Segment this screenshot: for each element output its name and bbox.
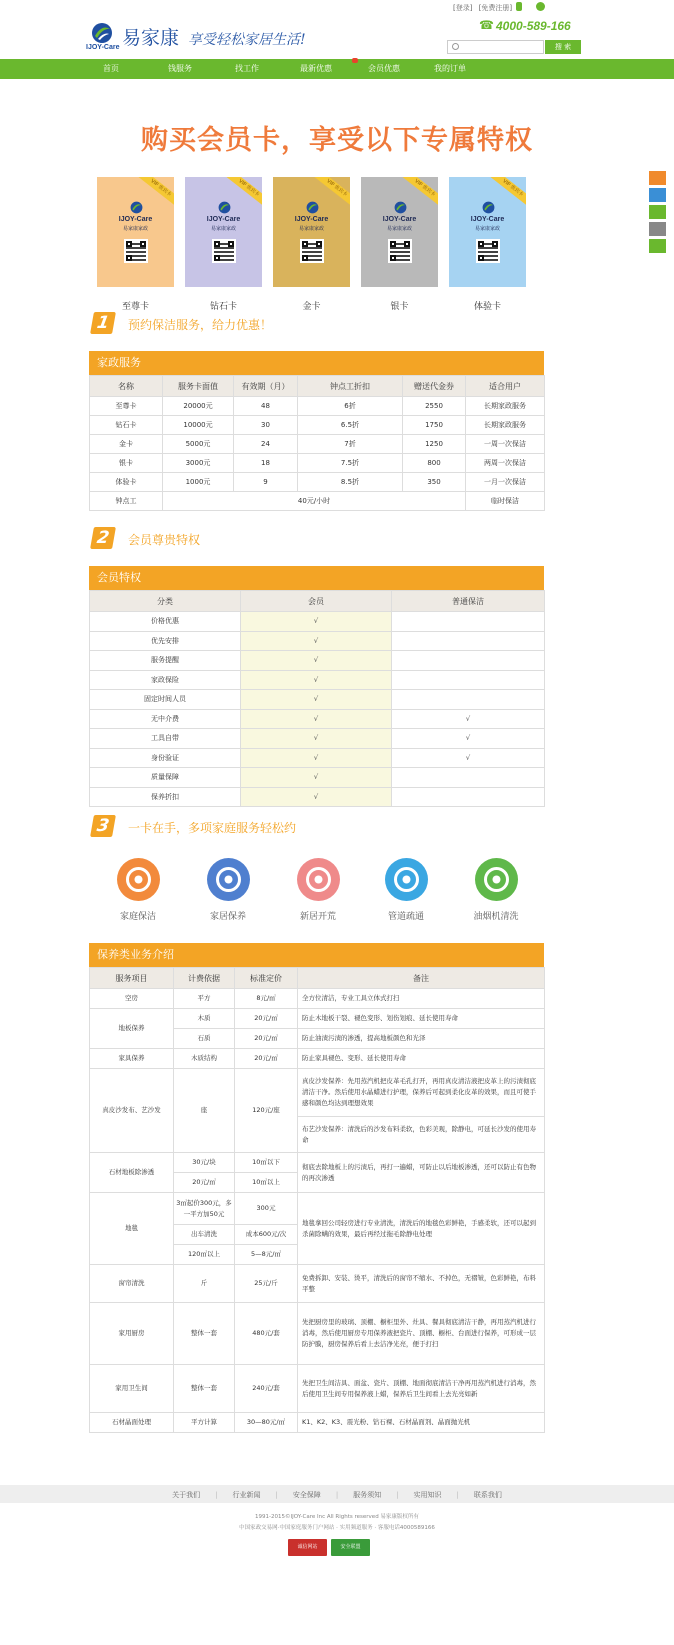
table-row [90,1069,545,1117]
table-row [90,709,545,729]
t1-cell: 10000元 [163,416,234,435]
divider: | [456,1491,459,1499]
slogan: 享受轻松家居生活! [188,32,306,48]
nav-jobs[interactable]: 找工作 [235,64,259,73]
t3-cell: 木质 [174,1009,235,1029]
t1-cell: 钟点工 [90,492,163,511]
footer-link[interactable]: 安全保障 [292,1491,321,1499]
people-icon[interactable] [649,188,666,202]
t1-cell: 7.5折 [298,454,403,473]
t2-cell: 家政保险 [90,670,241,690]
table-row [90,748,545,768]
nav-orders[interactable]: 我的订单 [434,64,466,73]
table-row [90,631,545,651]
table-row [90,397,545,416]
t1-cell: 800 [403,454,466,473]
t3-cell: 窗帘清洗 [90,1265,174,1303]
t3-cell: 出车清洗 [174,1225,235,1245]
t1-cell: 两周一次保洁 [466,454,545,473]
sofa-icon [207,858,250,901]
hero-title: 购买会员卡，享受以下专属特权 [141,125,533,156]
fan-icon [475,858,518,901]
t3-note: 防止家具褪色、变形、延长使用寿命 [298,1049,545,1069]
logo-icon [306,201,319,214]
table-row [90,1193,545,1225]
check-mark [392,651,545,671]
top-links [453,3,516,13]
check-mark: √ [241,612,392,632]
t3-cell: 地板保养 [90,1009,174,1049]
table-row [90,690,545,710]
divider: | [275,1491,278,1499]
vip-ribbon: VIP 贵宾卡 [312,177,350,209]
register-link[interactable]: [免费注册] [478,4,513,12]
t2-cell: 服务提醒 [90,651,241,671]
check-mark: √ [392,709,545,729]
section-2-number: 2 [90,527,116,549]
trust-badge[interactable]: 诚信网站 [288,1539,327,1556]
main-nav [0,59,674,79]
service-label: 管道疏通 [387,912,424,922]
t2-header: 会员 [241,591,392,612]
check-mark: √ [392,729,545,749]
t1-cell: 5000元 [163,435,234,454]
copyright: 1991-2015©IJOY-Care Inc All Rights reserved 易家康版权所有 [255,1514,419,1520]
broom-icon [117,858,160,901]
t1-header: 适合用户 [466,376,545,397]
t3-note: 先把厨房里的玻璃、顶棚、橱柜里外、灶具、餐具彻底清洁干静，再用蒸汽机进行消毒，然后使用厨房专用保养液把瓷片、顶棚、橱柜、台面进行保养，可形成一层防护膜，厨房保养后看上去洁净光亮，便于打扫 [298,1303,545,1365]
table-row [90,416,545,435]
card-label: 钻石卡 [209,302,237,312]
mobile-icon[interactable] [516,2,522,11]
card-brand-en: IJOY-Care [294,216,329,223]
t3-cell: 空房 [90,989,174,1009]
card-brand-cn: 易家康家政 [386,226,412,232]
t1-header: 钟点工折扣 [298,376,403,397]
check-mark [392,690,545,710]
check-mark [392,768,545,788]
t2-cell: 无中介费 [90,709,241,729]
t3-cell: 20元/㎡ [235,1049,298,1069]
table-row [90,787,545,807]
card-brand-en: IJOY-Care [118,216,153,223]
t3-cell: 真皮沙发布、艺沙发 [90,1069,174,1153]
search-icon [452,43,459,50]
nav-deals[interactable]: 最新优惠 [300,64,332,73]
t3-cell: 30元/块 [174,1153,235,1173]
table-row [90,768,545,788]
table-row [90,1009,545,1029]
service-label: 新居开荒 [299,912,336,922]
t3-cell: 120㎡以上 [174,1245,235,1265]
table-row [90,1265,545,1303]
t1-cell: 一月一次保洁 [466,473,545,492]
t1-header: 赠送代金券 [403,376,466,397]
t3-header: 标准定价 [235,968,298,989]
t3-note: 防止油渍污渍的渗透，提高地板颜色和光泽 [298,1029,545,1049]
t1-cell: 长期家政服务 [466,397,545,416]
t3-cell: 成本600元/次 [235,1225,298,1245]
t3-cell: 整体一套 [174,1365,235,1413]
service-item[interactable] [283,858,353,922]
icp-info: 中国家政交易网·中国家庭服务门户网站 · 实用频道服务 · 客服电话4000589166 [239,1525,435,1531]
member-card[interactable] [185,177,262,287]
t3-cell: 480元/套 [235,1303,298,1365]
card-label: 体验卡 [473,302,501,312]
table-row [90,612,545,632]
t1-cell: 9 [234,473,298,492]
check-mark: √ [241,787,392,807]
t3-cell: 10㎡以上 [235,1173,298,1193]
vip-ribbon: VIP 贵宾卡 [224,177,262,209]
t1-cell: 长期家政服务 [466,416,545,435]
phone-icon: ☎ [479,18,494,32]
table-row [90,454,545,473]
table1-title: 家政服务 [89,351,544,375]
divider: | [396,1491,399,1499]
footer-link[interactable]: 服务须知 [353,1491,382,1499]
logo-icon [394,201,407,214]
t2-cell: 工具自带 [90,729,241,749]
member-card[interactable] [97,177,174,287]
t1-cell: 至尊卡 [90,397,163,416]
service-item[interactable] [461,858,531,922]
qq-icon[interactable] [649,205,666,219]
t3-cell: 240元/套 [235,1365,298,1413]
check-mark: √ [241,631,392,651]
t3-cell: 石质 [174,1029,235,1049]
table-row [90,989,545,1009]
privilege-table [89,590,545,807]
vacuum-icon [297,858,340,901]
t3-cell: 地毯 [90,1193,174,1265]
table-row [90,729,545,749]
section-2-title: 会员尊贵特权 [128,533,201,547]
table2-title: 会员特权 [89,566,544,590]
top-bar [0,0,674,16]
t3-note: 地毯拿回公司轻房进行专业清洗，清洗后的地毯色彩鲜艳，手感柔软，还可以起到杀菌除螨的效果，最后再经过拖毛除静电处理 [298,1193,545,1265]
logo-icon[interactable] [91,22,113,44]
section-3-title: 一卡在手，多项家庭服务轻松约 [128,821,297,835]
t1-cell: 6折 [298,397,403,416]
t1-cell: 48 [234,397,298,416]
t3-cell: 整体一套 [174,1303,235,1365]
t3-cell: 家具保养 [90,1049,174,1069]
logo-icon [218,201,231,214]
footer-links [0,1490,674,1500]
table-row [90,473,545,492]
t3-header: 计费依据 [174,968,235,989]
t1-header: 有效期（月） [234,376,298,397]
t1-cell: 临时保洁 [466,492,545,511]
t1-cell: 一周一次保洁 [466,435,545,454]
member-card[interactable] [361,177,438,287]
check-mark [392,631,545,651]
check-mark: √ [241,729,392,749]
service-item[interactable] [193,858,263,922]
t2-cell: 固定时间人员 [90,690,241,710]
t2-cell: 身份验证 [90,748,241,768]
table-row [90,1153,545,1173]
t3-cell: 斤 [174,1265,235,1303]
t1-cell: 1000元 [163,473,234,492]
t1-cell: 8.5折 [298,473,403,492]
service-label: 家居保养 [209,912,246,922]
logo-cn: 易家康 [122,27,180,49]
card-brand-en: IJOY-Care [382,216,417,223]
weibo-icon[interactable] [536,2,545,11]
t3-note: 先把卫生间洁具、面盆、瓷片、顶棚、地面彻底清洁干净再用蒸汽机进行消毒，然后使用卫生间专用保养液上蜡，保养后卫生间看上去光亮如新 [298,1365,545,1413]
table-row [90,1303,545,1365]
check-mark [392,787,545,807]
t2-cell: 质量保障 [90,768,241,788]
t3-cell: 平方 [174,989,235,1009]
logo-en: IJOY-Care [86,44,120,51]
table-row [90,1413,545,1433]
t1-cell: 钻石卡 [90,416,163,435]
check-mark: √ [241,768,392,788]
check-mark [392,670,545,690]
table-row [90,1365,545,1413]
card-label: 至尊卡 [121,302,149,312]
t3-note: 彻底去除地板上的污渍后，再打一遍蜡，可防止以后地板渗透，还可以防止有色物的再次渗透 [298,1153,545,1193]
nav-service[interactable]: 钱服务 [168,64,192,73]
hotline: 4000-589-166 [496,19,571,33]
table-row [90,651,545,671]
divider: | [335,1491,339,1499]
card-label: 银卡 [390,302,409,312]
t2-header: 分类 [90,591,241,612]
check-mark: √ [241,748,392,768]
check-mark [392,612,545,632]
search-button[interactable]: 搜 索 [545,40,581,54]
t3-note: 真皮沙发保养：先用蒸汽机把皮革毛孔打开，再用真皮清洁液把皮革上的污渍彻底清洁干净。然后使用水晶蜡进行护理，保养后可起到柔化皮革的效果，而且可使手感和颜色均达到理想效果 [298,1069,545,1117]
vip-ribbon: VIP 贵宾卡 [136,177,174,209]
qr-code-icon [212,239,236,263]
wechat-icon[interactable] [649,239,666,253]
table-row [90,1049,545,1069]
search-input[interactable] [447,40,544,54]
check-mark: √ [241,670,392,690]
t3-header: 服务项目 [90,968,174,989]
section-1-title: 预约保洁服务，给力优惠！ [128,318,273,332]
phone-icon[interactable] [649,171,666,185]
footer-link[interactable]: 行业新闻 [232,1491,261,1499]
card-brand-cn: 易家康家政 [122,226,148,232]
t3-header: 备注 [298,968,545,989]
t1-header: 名称 [90,376,163,397]
section-1-number: 1 [90,312,116,334]
t2-cell: 价格优惠 [90,612,241,632]
t1-cell: 7折 [298,435,403,454]
card-brand-en: IJOY-Care [206,216,241,223]
vip-ribbon: VIP 贵宾卡 [488,177,526,209]
login-link[interactable]: [登录] [453,4,473,12]
table-row [90,435,545,454]
safety-badge[interactable]: 安全联盟 [331,1539,370,1556]
card-brand-en: IJOY-Care [470,216,505,223]
t2-cell: 保养折扣 [90,787,241,807]
t3-cell: 3㎡起价300元，多一平方加50元 [174,1193,235,1225]
footer-link[interactable]: 联系我们 [473,1491,502,1499]
t3-cell: 家用卫生间 [90,1365,174,1413]
qr-code-icon [476,239,500,263]
card-brand-cn: 易家康家政 [298,226,324,232]
table-row [90,670,545,690]
t3-note: 布艺沙发保养：清洗后的沙发布料柔软，色彩美观，除静电，可延长沙发的使用寿命 [298,1117,545,1153]
t3-cell: 20元/㎡ [235,1009,298,1029]
t3-cell: 石材晶面处理 [90,1413,174,1433]
service-label: 家庭保洁 [119,912,156,922]
member-card[interactable] [273,177,350,287]
footer-link[interactable]: 关于我们 [172,1491,201,1499]
t3-cell: 座 [174,1069,235,1153]
maintenance-table [89,967,545,1433]
t3-note: K1、K2、K3、震光粉、钻石裸、石材晶面剂、晶面抛光机 [298,1413,545,1433]
qr-code-icon [124,239,148,263]
card-label: 金卡 [302,302,321,312]
service-item[interactable] [103,858,173,922]
t3-cell: 25元/斤 [235,1265,298,1303]
t1-cell: 24 [234,435,298,454]
t3-cell: 平方计算 [174,1413,235,1433]
t3-cell: 120元/座 [235,1069,298,1153]
t3-cell: 5—8元/㎡ [235,1245,298,1265]
table-row [90,492,545,511]
t3-cell: 20元/㎡ [235,1029,298,1049]
new-badge [352,58,358,63]
check-mark: √ [241,709,392,729]
t3-cell: 8元/㎡ [235,989,298,1009]
t3-note: 防止木地板干裂、褪色变形、划伤划痕、延长使用寿命 [298,1009,545,1029]
t1-cell: 银卡 [90,454,163,473]
t3-note: 免费拆卸、安装、烫平，清洗后的窗帘不缩水、不掉色，无褶皱，色彩鲜艳，布料平整 [298,1265,545,1303]
t3-cell: 木质结构 [174,1049,235,1069]
nav-home[interactable]: 首页 [103,64,119,73]
t3-cell: 20元/㎡ [174,1173,235,1193]
t3-cell: 300元 [235,1193,298,1225]
t1-cell: 体验卡 [90,473,163,492]
service-item[interactable] [371,858,441,922]
nav-member-deals[interactable]: 会员优惠 [368,64,400,73]
t3-cell: 石材地板除渗透 [90,1153,174,1193]
footer-link[interactable]: 实用知识 [413,1491,442,1499]
t1-cell: 3000元 [163,454,234,473]
t3-cell: 家用厨房 [90,1303,174,1365]
logo-icon [482,201,495,214]
check-mark: √ [241,651,392,671]
qr-code-icon [300,239,324,263]
section-3-number: 3 [90,815,116,837]
vip-ribbon: VIP 贵宾卡 [400,177,438,209]
card-table [89,375,545,511]
t1-cell: 30 [234,416,298,435]
card-brand-cn: 易家康家政 [210,226,236,232]
t3-cell: 10㎡以下 [235,1153,298,1173]
service-label: 油烟机清洗 [473,912,519,922]
t2-header: 普通保洁 [392,591,545,612]
t1-cell: 1250 [403,435,466,454]
card-brand-cn: 易家康家政 [474,226,500,232]
t3-cell: 30—80元/㎡ [235,1413,298,1433]
qr-code-icon [388,239,412,263]
t1-cell: 20000元 [163,397,234,416]
t1-cell: 40元/小时 [163,492,466,511]
t1-cell: 350 [403,473,466,492]
t1-header: 服务卡面值 [163,376,234,397]
t1-cell: 18 [234,454,298,473]
check-mark: √ [241,690,392,710]
t1-cell: 6.5折 [298,416,403,435]
t1-cell: 金卡 [90,435,163,454]
t2-cell: 优先安排 [90,631,241,651]
divider: | [215,1491,218,1499]
t3-note: 全方位清洁，专业工具立体式打扫 [298,989,545,1009]
weibo-icon[interactable] [649,222,666,236]
check-mark: √ [392,748,545,768]
faucet-icon [385,858,428,901]
member-card[interactable] [449,177,526,287]
logo-icon [130,201,143,214]
t1-cell: 1750 [403,416,466,435]
t1-cell: 2550 [403,397,466,416]
table3-title: 保养类业务介绍 [89,943,544,967]
